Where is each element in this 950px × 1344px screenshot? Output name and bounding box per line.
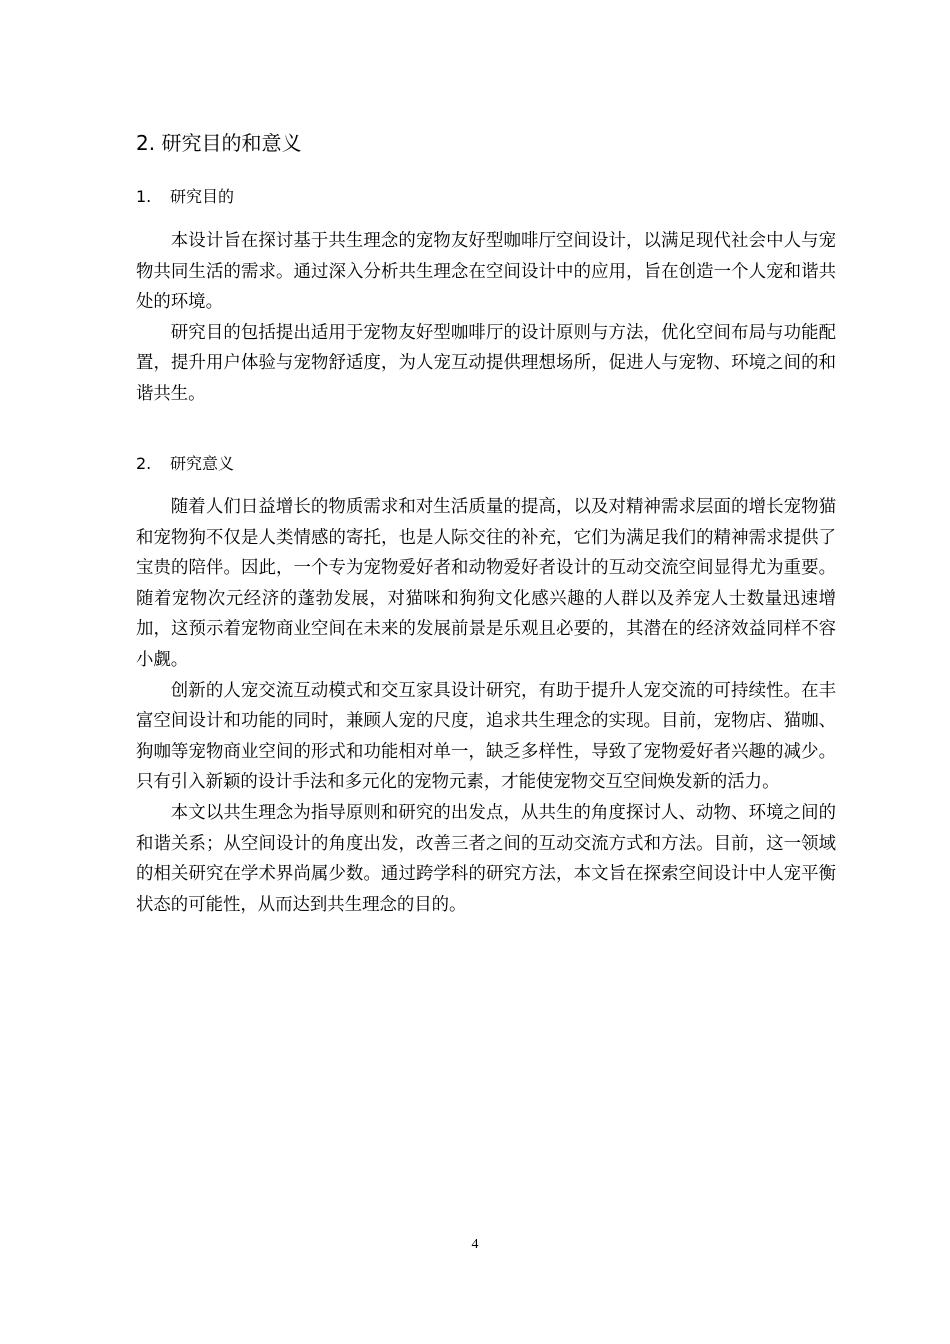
section-number: 2. bbox=[136, 131, 156, 155]
subsection-title: 研究目的 bbox=[170, 187, 235, 206]
significance-body bbox=[136, 492, 836, 920]
subsection-title: 研究意义 bbox=[170, 454, 235, 473]
section-title: 研究目的和意义 bbox=[161, 131, 302, 155]
paragraph: 随着人们日益增长的物质需求和对生活质量的提高，以及对精神需求层面的增长宠物猫和宠物狗不仅是人类情感的寄托，也是人际交往的补充，它们为满足我们的精神需求提供了宝贵的陪伴。因此，一个专为宠物爱好者和动物爱好者设计的互动交流空间显得尤为重要。随着宠物次元经济的蓬勃发展，对猫咪和狗狗文化感兴趣的人群以及养宠人士数量迅速增加，这预示着宠物商业空间在未来的发展前景是乐观且必要的，其潜在的经济效益同样不容小觑。 bbox=[136, 497, 836, 670]
subsection-heading-significance bbox=[136, 451, 234, 477]
paragraph: 本文以共生理念为指导原则和研究的出发点，从共生的角度探讨人、动物、环境之间的和谐关系；从空间设计的角度出发，改善三者之间的互动交流方式和方法。目前，这一领域的相关研究在学术界尚属少数。通过跨学科的研究方法，本文旨在探索空间设计中人宠平衡状态的可能性，从而达到共生理念的目的。 bbox=[136, 802, 836, 915]
page-number: 4 bbox=[471, 1237, 479, 1252]
section-heading bbox=[136, 128, 301, 158]
subsection-number: 2. bbox=[136, 454, 152, 473]
subsection-heading-purpose bbox=[136, 184, 234, 210]
paragraph: 研究目的包括提出适用于宠物友好型咖啡厅的设计原则与方法，优化空间布局与功能配置，提升用户体验与宠物舒适度，为人宠互动提供理想场所，促进人与宠物、环境之间的和谐共生。 bbox=[136, 322, 836, 404]
purpose-body bbox=[136, 226, 836, 410]
paragraph: 创新的人宠交流互动模式和交互家具设计研究，有助于提升人宠交流的可持续性。在丰富空间设计和功能的同时，兼顾人宠的尺度，追求共生理念的实现。目前，宠物店、猫咖、狗咖等宠物商业空间的形式和功能相对单一，缺乏多样性，导致了宠物爱好者兴趣的减少。只有引入新颖的设计手法和多元化的宠物元素，才能使宠物交互空间焕发新的活力。 bbox=[136, 680, 836, 793]
paragraph: 本设计旨在探讨基于共生理念的宠物友好型咖啡厅空间设计，以满足现代社会中人与宠物共同生活的需求。通过深入分析共生理念在空间设计中的应用，旨在创造一个人宠和谐共处的环境。 bbox=[136, 231, 836, 313]
subsection-number: 1. bbox=[136, 187, 152, 206]
